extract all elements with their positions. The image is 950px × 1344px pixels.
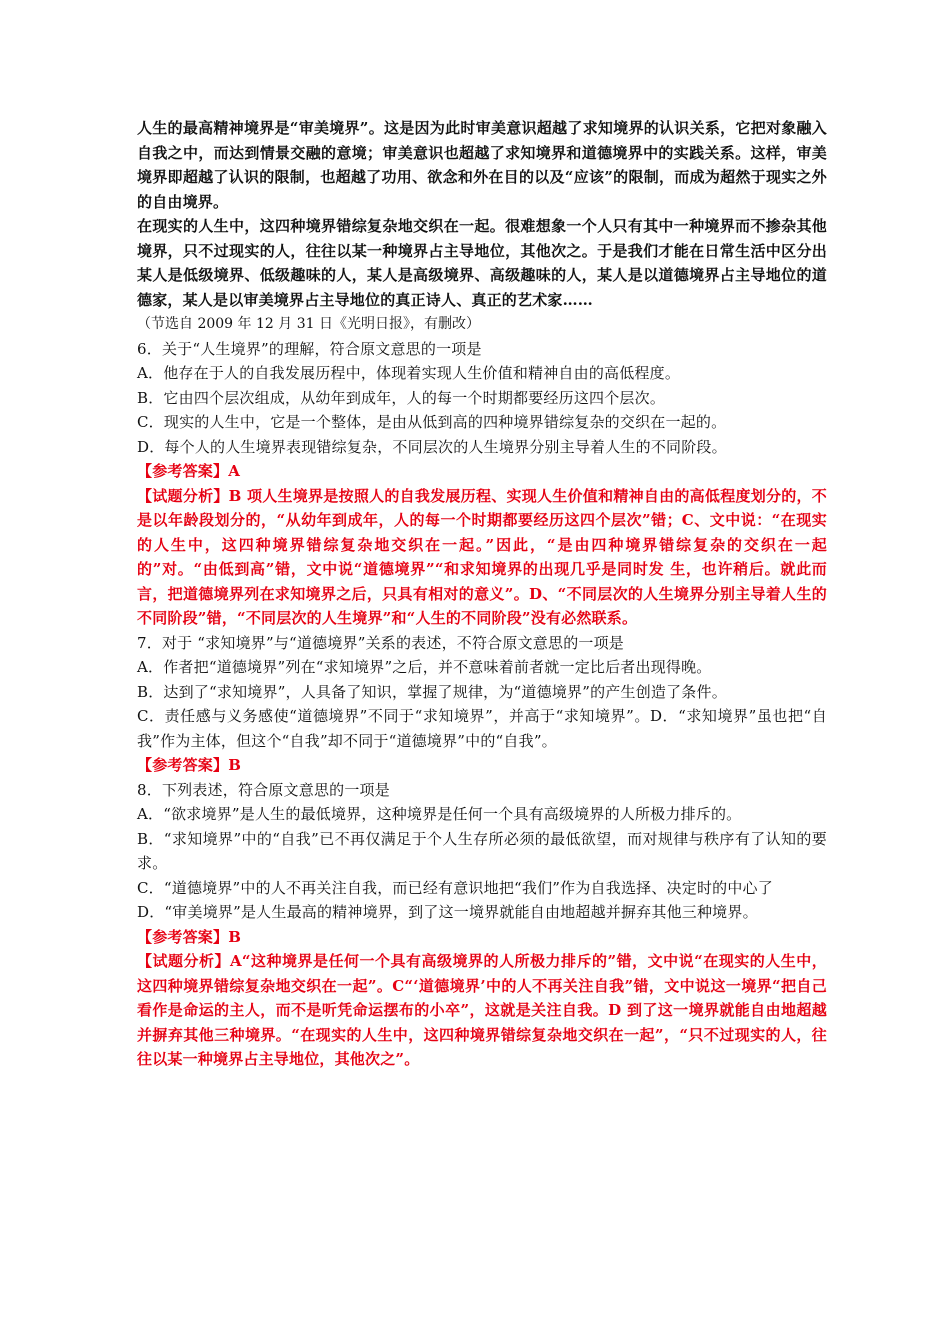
question-6-option-d: D．每个人的人生境界表现错综复杂，不同层次的人生境界分别主导着人生的不同阶段。 (137, 437, 727, 456)
document-content (137, 116, 827, 1072)
question-8-analysis: 【试题分析】A“这种境界是任何一个具有高级境界的人所极力排斥的”错，文中说“在现实的人生中，这四种境界错综复杂地交织在一起”。C“‘道德境界’中的人不再关注自我”错，文中说这一境界“把自己看作是命运的主人，而不是听凭命运摆布的小卒”，这就是关注自我。D 到了这一境界就能自由地超越并摒弃其他三种境界。“在现实的人生中，这四种境界错综复杂地交织在一起”，“只不过现实的人，往往以某一种境界占主导地位，其他次之”。 (137, 952, 827, 1068)
question-6-analysis: 【试题分析】B 项人生境界是按照人的自我发展历程、实现人生价值和精神自由的高低程度划分的，不是以年龄段划分的，“从幼年到成年，人的每一个时期都要经历这四个层次”错；C、文中说：“在现实的人生中，这四种境界错综复杂地交织在一起。”因此，“是由四种境界错综复杂的交织在一起的”对。“由低到高”错，文中说“道德境界”“和求知境界的出现几乎是同时发 生，也许稍后。就此而言，把道德境界列在求知境界之后，只具有相对的意义”。D、“不同层次的人生境界分别主导着人生的不同阶段”错，“不同层次的人生境界”和“人生的不同阶段”没有必然联系。 (137, 486, 827, 627)
question-8-option-c: C．“道德境界”中的人不再关注自我，而已经有意识地把“我们”作为自我选择、决定时的中心了 (137, 878, 773, 897)
question-7-stem: 7．对于 “求知境界”与“道德境界”关系的表述，不符合原文意思的一项是 (137, 633, 624, 652)
question-7-option-b: B．达到了“求知境界”，人具备了知识，掌握了规律，为“道德境界”的产生创造了条件。 (137, 682, 727, 701)
question-7-option-a: A．作者把“道德境界”列在“求知境界”之后，并不意味着前者就一定比后者出现得晚。 (137, 658, 712, 676)
passage-paragraph-1: 人生的最高精神境界是“审美境界”。这是因为此时审美意识超越了求知境界的认识关系，它把对象融入自我之中，而达到情景交融的意境；审美意识也超越了求知境界和道德境界中的实践关系。这样，审美境界即超越了认识的限制，也超越了功用、欲念和外在目的以及“应该”的限制，而成为超然于现实之外的自由境界。 (137, 119, 827, 211)
question-6-option-b: B．它由四个层次组成，从幼年到成年，人的每一个时期都要经历这四个层次。 (137, 388, 666, 407)
question-6-option-a: A．他存在于人的自我发展历程中，体现着实现人生价值和精神自由的高低程度。 (137, 364, 681, 382)
question-6-stem: 6．关于“人生境界”的理解，符合原文意思的一项是 (137, 339, 482, 358)
question-8-option-a: A．“欲求境界”是人生的最低境界，这种境界是任何一个具有高级境界的人所极力排斥的。 (137, 805, 742, 823)
passage-source: （节选自 2009 年 12 月 31 日《光明日报》，有删改） (137, 316, 480, 332)
question-6-option-c: C．现实的人生中，它是一个整体，是由从低到高的四种境界错综复杂的交织在一起的。 (137, 413, 727, 431)
question-6-answer: 【参考答案】A (137, 462, 241, 480)
question-8-option-b: B．“求知境界”中的“自我”已不再仅满足于个人生存所必须的最低欲望，而对规律与秩序有了认知的要求。 (137, 829, 827, 872)
question-8-answer: 【参考答案】B (137, 927, 242, 946)
question-7-option-cd: C．责任感与义务感使“道德境界”不同于“求知境界”，并高于“求知境界”。D．“求知境界”虽也把“自我”作为主体，但这个“自我”却不同于“道德境界”中的“自我”。 (137, 707, 827, 750)
question-8-option-d: D．“审美境界”是人生最高的精神境界，到了这一境界就能自由地超越并摒弃其他三种境界。 (137, 903, 758, 921)
passage-paragraph-2: 在现实的人生中，这四种境界错综复杂地交织在一起。很难想象一个人只有其中一种境界而不掺杂其他境界，只不过现实的人，往往以某一种境界占主导地位，其他次之。于是我们才能在日常生活中区分出某人是低级境界、低级趣味的人，某人是高级境界、高级趣味的人，某人是以道德境界占主导地位的道德家，某人是以审美境界占主导地位的真正诗人、真正的艺术家…… (137, 217, 827, 309)
question-7-answer: 【参考答案】B (137, 756, 242, 774)
question-8-stem: 8．下列表述，符合原文意思的一项是 (137, 780, 390, 799)
